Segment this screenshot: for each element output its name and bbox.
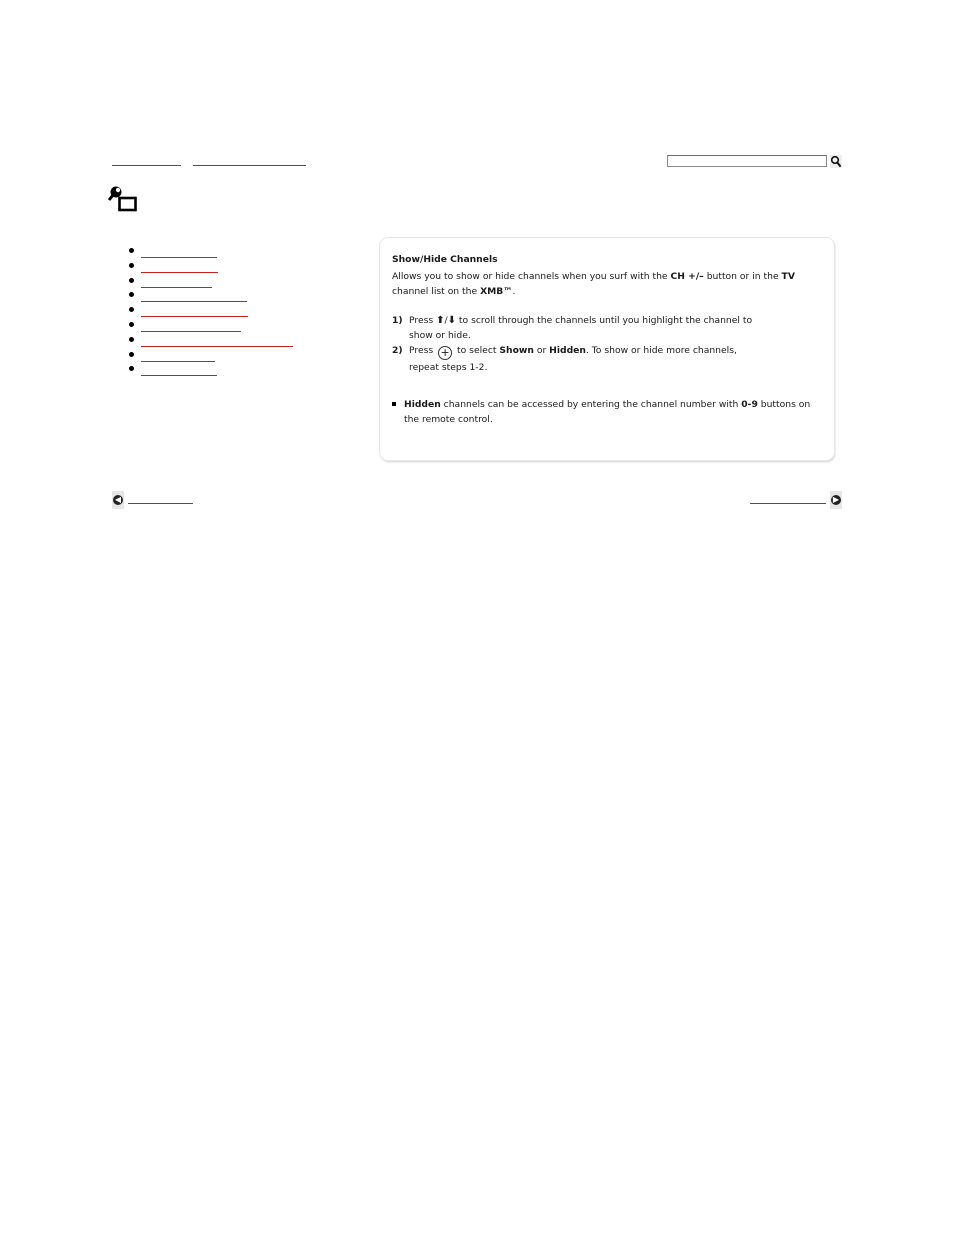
panel-body: [392, 252, 822, 427]
nav-link[interactable]: [141, 275, 212, 288]
step-number: 2): [392, 345, 403, 356]
bullet-icon: [129, 248, 134, 253]
arrow-left-icon: ◀: [114, 495, 122, 504]
step-2: [392, 343, 822, 375]
note-text: buttons on: [757, 399, 811, 410]
bullet-icon: [129, 337, 134, 342]
desc-text: channel list on the: [392, 286, 481, 297]
step-text: Press: [409, 315, 437, 326]
step-number: 1): [392, 315, 403, 326]
bullet-icon: [129, 366, 134, 371]
content-panel: [380, 238, 834, 460]
wrench-screen-icon: [107, 185, 139, 213]
next-link[interactable]: [750, 495, 826, 504]
arrow-right-icon: ▶: [832, 495, 840, 504]
bullet-icon: [129, 322, 134, 327]
breadcrumb-link-2[interactable]: [193, 153, 306, 166]
magnifier-icon: [830, 155, 842, 168]
enter-plus-icon: +: [438, 346, 452, 360]
desc-tv: TV: [781, 271, 795, 282]
panel-title: Show/Hide Channels: [392, 254, 498, 265]
settings-category-icon: [107, 185, 139, 213]
breadcrumb-link-1[interactable]: [112, 153, 181, 166]
step-line: [409, 313, 822, 328]
note-09: 0-9: [741, 399, 758, 410]
desc-ch: CH +/–: [670, 271, 704, 282]
step-text: to select: [454, 345, 500, 356]
desc-xmb: XMB™: [480, 286, 513, 297]
shown-label: Shown: [499, 345, 534, 356]
bullet-icon: [129, 352, 134, 357]
step-line: repeat steps 1-2.: [409, 362, 488, 373]
step-text: or: [533, 345, 550, 356]
next-page-nav: [112, 491, 842, 509]
note-hidden: Hidden: [404, 399, 441, 410]
description: [392, 269, 822, 299]
nav-link[interactable]: [141, 289, 247, 302]
arrow-up-icon: ⬆: [436, 315, 445, 326]
search-field[interactable]: [667, 155, 827, 167]
nav-link[interactable]: [141, 334, 293, 347]
note-text: the remote control.: [404, 414, 493, 425]
desc-text: Allows you to show or hide channels when you surf with the: [392, 271, 671, 282]
next-button[interactable]: [830, 491, 842, 509]
hidden-label: Hidden: [549, 345, 586, 356]
step-text: to scroll through the channels until you highlight the channel to: [456, 315, 753, 326]
desc-text: button or in the: [703, 271, 782, 282]
bullet-icon: [129, 307, 134, 312]
desc-text: .: [512, 286, 516, 297]
arrow-down-icon: ⬇: [447, 315, 456, 326]
note: [392, 397, 822, 427]
bullet-icon: [129, 263, 134, 268]
nav-link[interactable]: [141, 363, 217, 376]
bullet-icon: [129, 292, 134, 297]
step-line: [409, 343, 822, 360]
square-bullet-icon: [392, 402, 396, 406]
note-text: channels can be accessed by entering the channel number with: [440, 399, 742, 410]
nav-link[interactable]: [141, 304, 248, 317]
nav-link[interactable]: [141, 349, 215, 362]
step-text: . To show or hide more channels,: [585, 345, 737, 356]
step-text: Press: [409, 345, 437, 356]
search-button[interactable]: [830, 153, 842, 166]
nav-link[interactable]: [141, 245, 217, 258]
step-1: [392, 313, 822, 343]
nav-link[interactable]: [141, 319, 241, 332]
steps-list: [392, 313, 822, 375]
bullet-icon: [129, 278, 134, 283]
step-line: show or hide.: [409, 330, 471, 341]
nav-link[interactable]: [141, 260, 218, 273]
step-text: /: [444, 315, 448, 326]
search-input[interactable]: [668, 164, 826, 174]
